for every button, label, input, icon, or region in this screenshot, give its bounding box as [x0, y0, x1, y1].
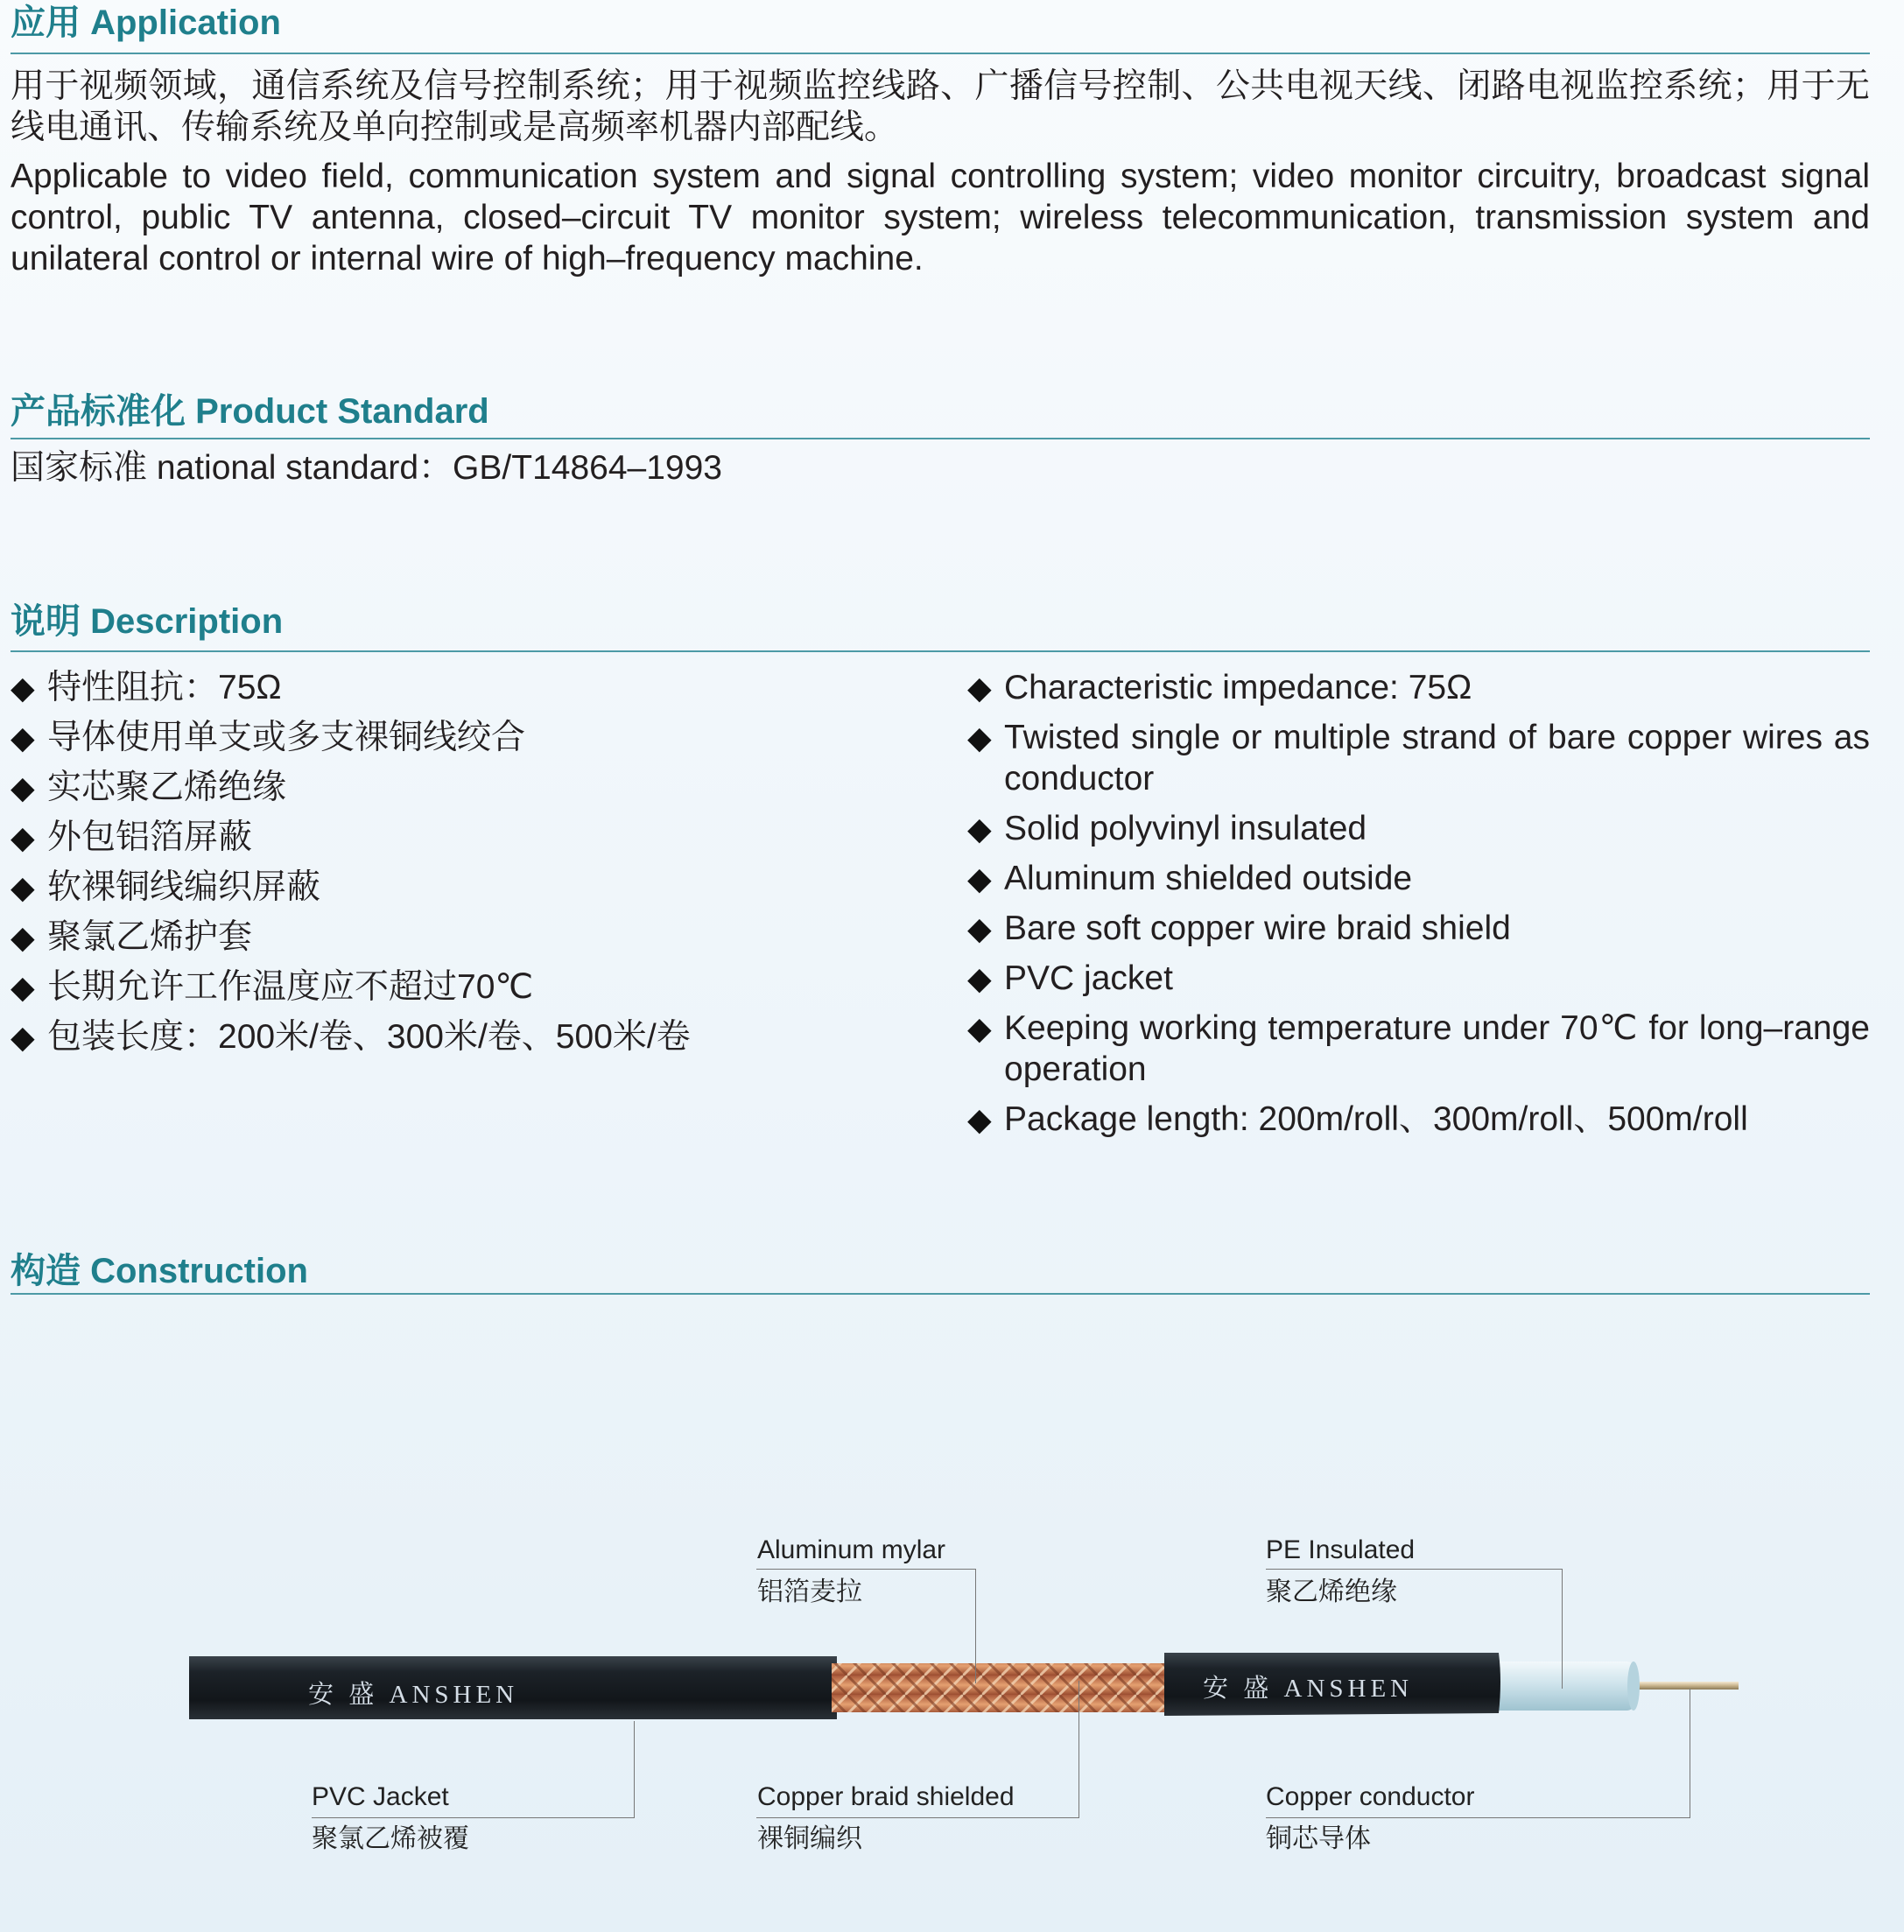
- list-item: ◆ PVC jacket: [967, 959, 1173, 997]
- diamond-bullet-icon: ◆: [967, 720, 992, 755]
- diamond-bullet-icon: ◆: [967, 1010, 992, 1046]
- diamond-bullet-icon: ◆: [967, 811, 992, 847]
- application-rule: [11, 53, 1870, 54]
- callout-pvc-jacket-en: PVC Jacket: [312, 1782, 449, 1811]
- diamond-bullet-icon: ◆: [11, 919, 35, 955]
- list-item: ◆ 长期允许工作温度应不超过70℃: [11, 962, 947, 1012]
- application-cn-text: 用于视频领域，通信系统及信号控制系统；用于视频监控线路、广播信号控制、公共电视天线、闭路电视监控系统；用于无线电通讯、传输系统及单向控制或是高频率机器内部配线。: [11, 67, 1870, 146]
- diamond-bullet-icon: ◆: [967, 1101, 992, 1137]
- callout-pe-insulated-en: PE Insulated: [1266, 1535, 1416, 1564]
- diamond-bullet-icon: ◆: [11, 670, 35, 706]
- diamond-bullet-icon: ◆: [967, 960, 992, 996]
- list-item: ◆ Aluminum shielded outside: [967, 860, 1413, 897]
- callout-pvc-jacket-cn: 聚氯乙烯被覆: [312, 1824, 469, 1853]
- construction-rule: [11, 1293, 1870, 1295]
- diamond-bullet-icon: ◆: [11, 869, 35, 905]
- list-item: ◆ 特性阻抗：75Ω: [11, 663, 947, 713]
- description-cn-list: [11, 663, 947, 1062]
- diamond-bullet-icon: ◆: [967, 670, 992, 706]
- list-item: ◆ Package length: 200m/roll、300m/roll、500m/roll: [967, 1100, 1748, 1138]
- diamond-bullet-icon: ◆: [11, 819, 35, 855]
- list-item: ◆ 聚氯乙烯护套: [11, 912, 947, 962]
- diamond-bullet-icon: ◆: [11, 969, 35, 1005]
- description-title: 说明 Description: [11, 602, 284, 641]
- application-en-text: Applicable to video field, communication system and signal controlling system; video monitor circuitry, broadcast signal control, public TV antenna, closed–circuit TV monitor system; wireless telecommunication, transmission system and unilateral control or internal wire of high–frequency machine.: [11, 158, 1870, 278]
- product-standard-title: 产品标准化 Product Standard: [11, 392, 489, 431]
- list-item: ◆ 包装长度：200米/卷、300米/卷、500米/卷: [11, 1012, 947, 1062]
- product-standard-text: 国家标准 national standard：GB/T14864–1993: [11, 449, 722, 487]
- description-en-list: [967, 667, 1870, 1149]
- callout-copper-braid-en: Copper braid shielded: [757, 1782, 1015, 1811]
- callout-copper-conductor-en: Copper conductor: [1266, 1782, 1475, 1811]
- list-item: ◆ Characteristic impedance: 75Ω: [967, 669, 1472, 706]
- diamond-bullet-icon: ◆: [967, 861, 992, 896]
- callout-pe-insulated-cn: 聚乙烯绝缘: [1266, 1577, 1397, 1606]
- callout-copper-conductor-cn: 铜芯导体: [1266, 1824, 1371, 1853]
- list-item: ◆ 导体使用单支或多支裸铜线绞合: [11, 713, 947, 762]
- diamond-bullet-icon: ◆: [11, 1019, 35, 1055]
- list-item: ◆ Twisted single or multiple strand of bare copper wires as conductor: [967, 719, 1870, 797]
- list-item: ◆ Solid polyvinyl insulated: [967, 810, 1367, 847]
- application-title: 应用 Application: [11, 4, 281, 42]
- callout-copper-braid-cn: 裸铜编织: [757, 1824, 862, 1853]
- callout-aluminum-mylar-en: Aluminum mylar: [757, 1535, 946, 1564]
- diamond-bullet-icon: ◆: [11, 769, 35, 805]
- cable-print-right: 安 盛 ANSHEN: [1203, 1675, 1414, 1703]
- callout-aluminum-mylar-cn: 铝箔麦拉: [757, 1577, 862, 1606]
- diamond-bullet-icon: ◆: [11, 720, 35, 755]
- product-standard-rule: [11, 438, 1870, 439]
- list-item: ◆ 实芯聚乙烯绝缘: [11, 762, 947, 812]
- list-item: ◆ 软裸铜线编织屏蔽: [11, 862, 947, 912]
- diamond-bullet-icon: ◆: [967, 910, 992, 946]
- construction-title: 构造 Construction: [11, 1252, 308, 1290]
- list-item: ◆ 外包铝箔屏蔽: [11, 812, 947, 862]
- cable-print-left: 安 盛 ANSHEN: [308, 1681, 519, 1709]
- list-item: ◆ Keeping working temperature under 70℃ for long–range operation: [967, 1009, 1870, 1088]
- list-item: ◆ Bare soft copper wire braid shield: [967, 910, 1511, 947]
- description-rule: [11, 650, 1870, 652]
